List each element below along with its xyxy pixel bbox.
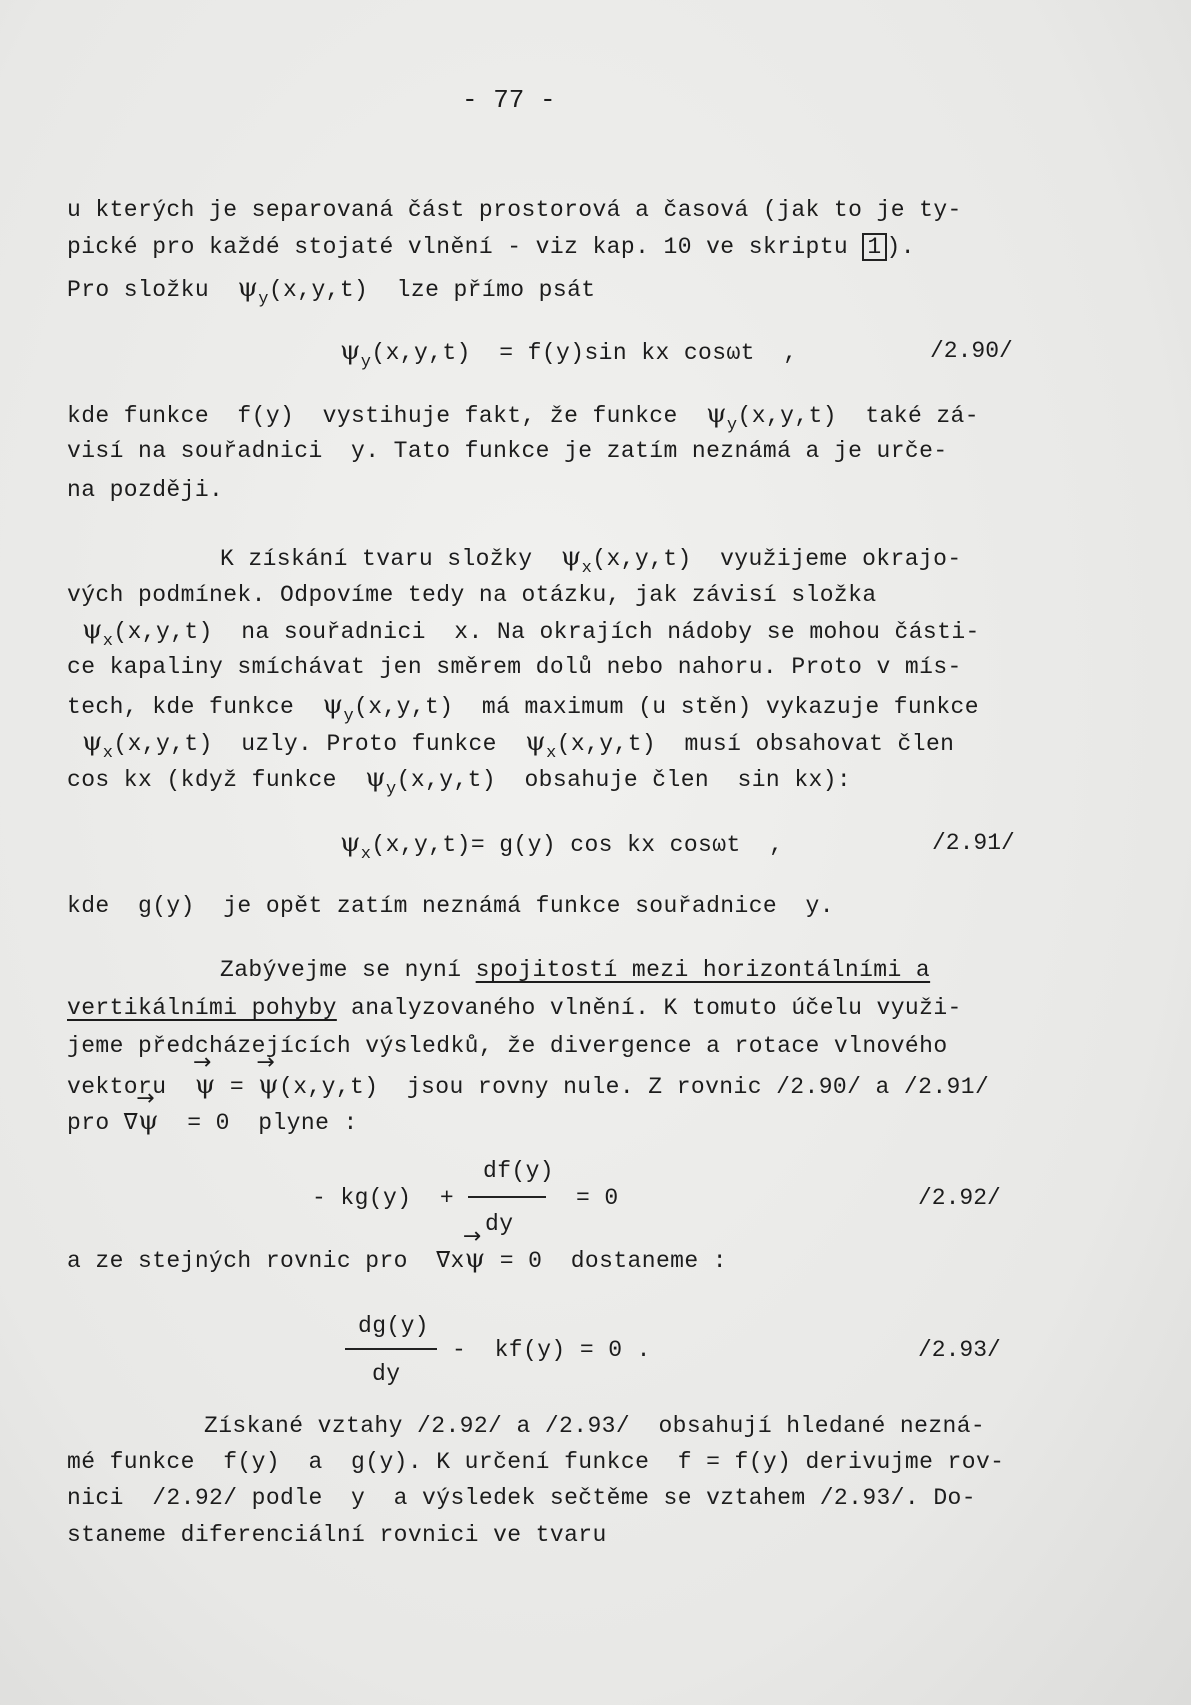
text-segment: (x,y,t) uzly. Proto funkce: [113, 731, 526, 757]
fraction-numerator: dg(y): [358, 1313, 430, 1339]
text-line-5: visí na souřadnici y. Tato funkce je zatím neznámá a je urče-: [67, 438, 948, 464]
text-line-21: Získané vztahy /2.92/ a /2.93/ obsahují hledané nezná-: [204, 1413, 986, 1439]
subscript: x: [102, 632, 114, 651]
text-line-12: [82, 727, 955, 763]
subscript: y: [386, 780, 397, 799]
fraction-numerator: df(y): [483, 1158, 555, 1184]
text-segment: Zabývejme se nyní: [220, 957, 476, 983]
psi-symbol: ψ: [706, 399, 727, 429]
equation-2-92-left: - kg(y) +: [312, 1185, 455, 1211]
psi-symbol: ψ: [322, 690, 344, 720]
text-line-10: ce kapaliny smíchávat jen směrem dolů nebo nahoru. Proto v mís-: [67, 654, 962, 680]
reference-box: 1: [862, 233, 886, 261]
text-segment: tech, kde funkce: [67, 694, 323, 720]
text-segment: (x,y,t) má maximum (u stěn) vykazuje funkce: [354, 694, 979, 720]
text-line-11: [67, 690, 979, 726]
text-line-4: [67, 399, 979, 435]
equation-number: /2.90/: [930, 338, 1013, 364]
text-segment: (x,y,t) lze přímo psát: [268, 277, 596, 303]
text-line-18: [67, 1071, 989, 1101]
psi-symbol: ψ: [525, 727, 547, 757]
text-segment: analyzovaného vlnění. K tomuto účelu využi-: [336, 995, 962, 1021]
text-line-22: mé funkce f(y) a g(y). K určení funkce f = f(y) derivujme rov-: [67, 1449, 1005, 1475]
text-segment: vektoru: [67, 1074, 195, 1100]
psi-symbol: ψ: [560, 542, 582, 572]
text-line-13: [67, 763, 852, 799]
fraction-bar: [468, 1196, 546, 1198]
subscript: x: [102, 744, 114, 763]
psi-vector-symbol: → ψ: [195, 1071, 216, 1099]
equation-2-90: [340, 336, 798, 372]
psi-symbol: ψ: [82, 615, 103, 645]
underlined-text: spojitostí mezi horizontálními a: [475, 957, 931, 983]
text-line-15: [220, 956, 930, 984]
text-segment: (x,y,t) také zá-: [737, 403, 979, 429]
text-line-2: [67, 233, 915, 261]
text-line-6: na později.: [67, 477, 224, 503]
text-line-9: [82, 615, 980, 651]
subscript: x: [546, 744, 557, 763]
text-segment: =: [215, 1074, 259, 1100]
text-segment: (x,y,t) obsahuje člen sin kx):: [396, 767, 852, 793]
text-segment: K získání tvaru složky: [220, 546, 561, 572]
underlined-text: vertikálními pohyby: [67, 995, 337, 1021]
subscript: y: [343, 707, 355, 726]
psi-vector-symbol: → ψ: [258, 1071, 279, 1099]
psi-vector-symbol: → ψ: [138, 1107, 159, 1135]
text-line-3: [67, 273, 596, 309]
psi-symbol: ψ: [237, 273, 259, 303]
subscript: y: [726, 416, 738, 435]
fraction-bar: [345, 1348, 437, 1350]
text-segment: = 0 dostaneme :: [485, 1248, 727, 1274]
psi-symbol: ψ: [340, 828, 361, 858]
equation-number: /2.92/: [918, 1185, 1001, 1211]
text-segment: (x,y,t) na souřadnici x. Na okrajích nádoby se mohou části-: [113, 619, 980, 645]
equation-body: (x,y,t)= g(y) cos kx cosωt ,: [371, 832, 784, 858]
text-segment: (x,y,t) musí obsahovat člen: [556, 731, 955, 757]
subscript: y: [360, 353, 372, 372]
text-line-24: staneme diferenciální rovnici ve tvaru: [67, 1522, 607, 1548]
psi-symbol: ψ: [82, 727, 103, 757]
text-segment: cos kx (když funkce: [67, 767, 366, 793]
equation-number: /2.93/: [918, 1337, 1001, 1363]
subscript: x: [581, 559, 593, 578]
text-line-8: vých podmínek. Odpovíme tedy na otázku, jak závisí složka: [67, 582, 877, 608]
text-line-1: u kterých je separovaná část prostorová a časová (jak to je ty-: [67, 197, 962, 223]
subscript: y: [258, 290, 269, 309]
text-segment: pické pro každé stojaté vlnění - viz kap. 10 ve skriptu: [67, 234, 863, 260]
subscript: x: [360, 845, 372, 864]
text-line-23: nici /2.92/ podle y a výsledek sečtěme se vztahem /2.93/. Do-: [67, 1485, 976, 1511]
text-segment: ).: [886, 234, 915, 260]
fraction-denominator: dy: [485, 1211, 514, 1237]
text-segment: (x,y,t) jsou rovny nule. Z rovnic /2.90/ a /2.91/: [279, 1074, 990, 1100]
text-segment: Pro složku: [67, 277, 238, 303]
psi-vector-symbol: → ψ: [465, 1245, 486, 1273]
page-number: - 77 -: [462, 85, 556, 115]
fraction-denominator: dy: [372, 1361, 401, 1387]
equation-2-92-right: = 0: [576, 1185, 619, 1211]
equation-2-93-right: - kf(y) = 0 .: [452, 1337, 651, 1363]
equation-number: /2.91/: [932, 830, 1015, 856]
text-line-17: jeme předcházejících výsledků, že divergence a rotace vlnového: [67, 1033, 948, 1059]
text-segment: kde funkce f(y) vystihuje fakt, že funkce: [67, 403, 707, 429]
equation-body: (x,y,t) = f(y)sin kx cosωt ,: [371, 340, 798, 366]
text-segment: (x,y,t) využijeme okrajo-: [592, 546, 962, 572]
psi-symbol: ψ: [340, 336, 361, 366]
equation-2-91: [340, 828, 784, 864]
text-line-20: [67, 1245, 727, 1275]
text-segment: = 0 plyne :: [158, 1110, 358, 1136]
text-segment: pro ∇: [67, 1110, 139, 1136]
text-segment: a ze stejných rovnic pro ∇x: [67, 1248, 465, 1274]
psi-symbol: ψ: [365, 763, 387, 793]
text-line-14: kde g(y) je opět zatím neznámá funkce souřadnice y.: [67, 893, 834, 919]
text-line-16: [67, 994, 962, 1022]
text-line-19: [67, 1107, 358, 1137]
text-line-7: [220, 542, 962, 578]
